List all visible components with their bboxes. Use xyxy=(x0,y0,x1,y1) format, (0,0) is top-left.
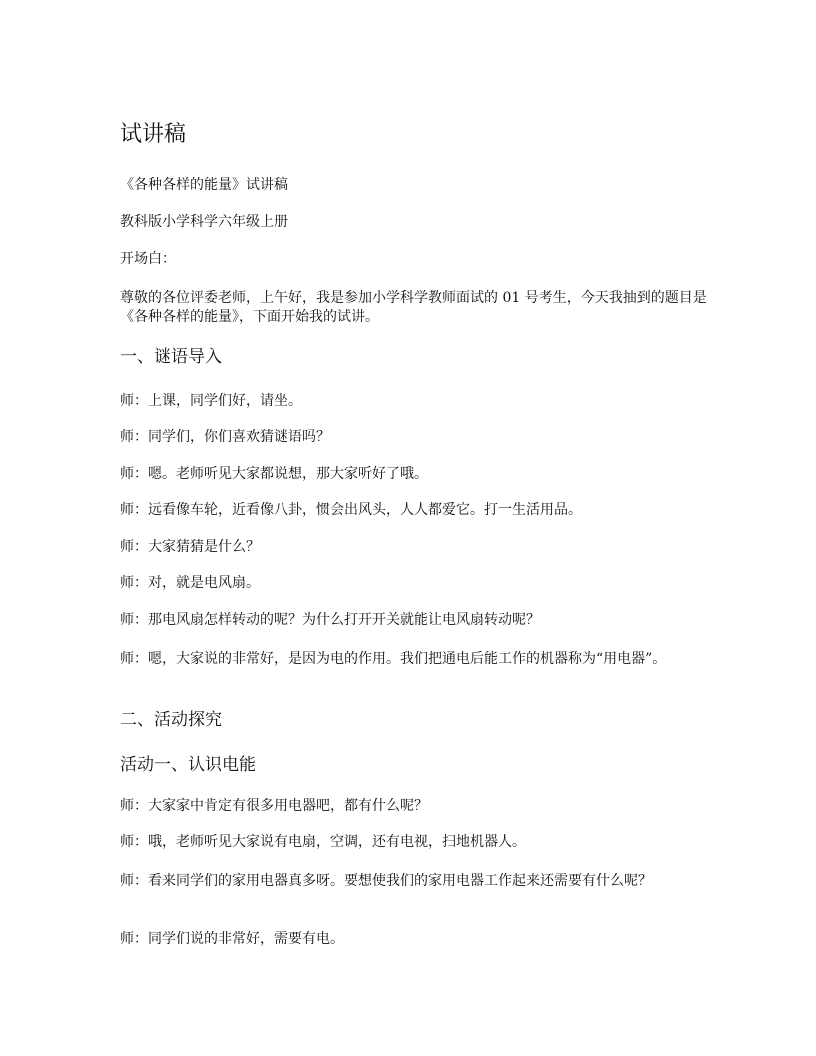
activity1-heading: 活动一、认识电能 xyxy=(120,755,256,775)
dialogue-line: 师：看来同学们的家用电器真多呀。要想使我们的家用电器工作起来还需要有什么呢？ xyxy=(120,873,652,889)
dialogue-line: 师：远看像车轮，近看像八卦，惯会出风头，人人都爱它。打一生活用品。 xyxy=(120,502,582,518)
opening-speech-paragraph: 尊敬的各位评委老师，上午好，我是参加小学科学教师面试的 01 号考生，今天我抽到的题目是《各种各样的能量》，下面开始我的试讲。 xyxy=(120,290,707,325)
dialogue-line: 师：大家猜猜是什么？ xyxy=(120,539,260,555)
opening-label-paragraph: 开场白： xyxy=(120,251,176,267)
dialogue-line: 师：对，就是电风扇。 xyxy=(120,575,260,591)
lesson-title-paragraph: 《各种各样的能量》试讲稿 xyxy=(120,177,288,193)
section2-heading: 二、活动探究 xyxy=(120,710,222,730)
dialogue-line: 师：大家家中肯定有很多用电器吧，都有什么呢？ xyxy=(120,798,428,814)
dialogue-line: 师：嗯，大家说的非常好，是因为电的作用。我们把通电后能工作的机器称为“用电器”。 xyxy=(120,651,667,667)
dialogue-line: 师：同学们说的非常好，需要有电。 xyxy=(120,931,344,947)
document-title: 试讲稿 xyxy=(120,122,187,147)
dialogue-line: 师：哦，老师听见大家说有电扇，空调，还有电视，扫地机器人。 xyxy=(120,834,526,850)
dialogue-line: 师：那电风扇怎样转动的呢？为什么打开开关就能让电风扇转动呢？ xyxy=(120,612,540,628)
textbook-info-paragraph: 教科版小学科学六年级上册 xyxy=(120,214,288,230)
dialogue-line: 师：同学们，你们喜欢猜谜语吗？ xyxy=(120,429,330,445)
dialogue-line: 师：上课，同学们好，请坐。 xyxy=(120,393,302,409)
dialogue-line: 师：嗯。老师听见大家都说想，那大家听好了哦。 xyxy=(120,466,428,482)
section1-heading: 一、谜语导入 xyxy=(120,347,222,367)
